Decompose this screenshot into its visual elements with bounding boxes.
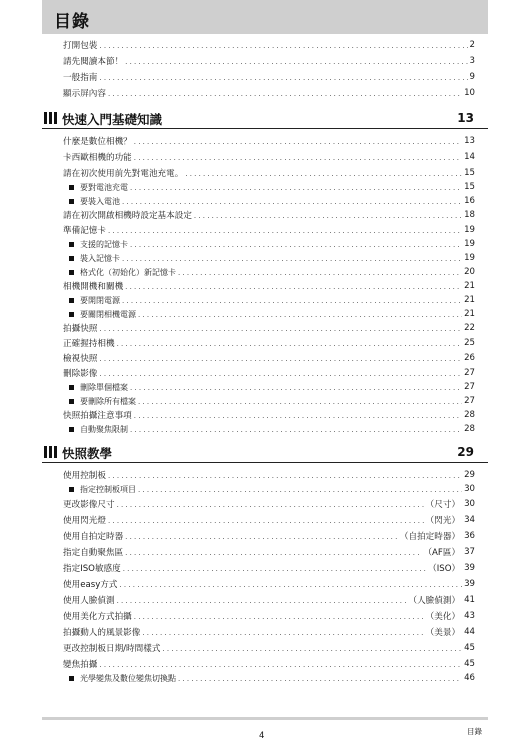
leader-dots	[130, 426, 462, 434]
toc-entry-tag: （美化）	[425, 612, 461, 622]
leader-dots	[120, 581, 463, 589]
leader-dots	[134, 412, 462, 420]
toc-entry[interactable]	[63, 561, 475, 575]
toc-entry-page: 43	[464, 611, 475, 621]
leader-dots	[134, 154, 462, 162]
toc-subentry[interactable]	[63, 671, 475, 685]
leader-dots	[108, 90, 462, 98]
toc-entry[interactable]	[63, 545, 475, 559]
toc-entry[interactable]	[63, 657, 475, 671]
section-page: 13	[457, 111, 474, 125]
toc-entry-label: 刪除影像	[63, 369, 98, 379]
leader-dots	[138, 398, 462, 406]
toc-entry-page: 27	[464, 368, 475, 378]
toc-entry[interactable]	[63, 513, 475, 527]
toc-entry-label: 要刪除所有檔案	[80, 396, 136, 406]
leader-dots	[99, 355, 462, 363]
toc-entry-page: 45	[464, 643, 475, 653]
bullet-icon	[69, 676, 74, 681]
toc-entry-label: 變焦拍攝	[63, 660, 98, 670]
toc-subentry[interactable]	[63, 422, 475, 436]
leader-dots	[117, 501, 424, 509]
toc-entry-label: 拍攝動人的風景影像	[63, 628, 141, 638]
toc-entry-label: 使用easy方式	[63, 580, 118, 590]
toc-entry-label: 要對電池充電	[80, 182, 128, 192]
toc-entry-page: 46	[464, 673, 475, 683]
bullet-icon	[69, 312, 74, 317]
toc-entry[interactable]	[63, 166, 475, 180]
toc-entry-page: 10	[464, 88, 475, 98]
toc-entry[interactable]	[63, 54, 475, 68]
toc-entry[interactable]	[63, 208, 475, 222]
toc-entry-label: 更改影像尺寸	[63, 500, 115, 510]
toc-entry-page: 20	[464, 267, 475, 277]
toc-entry-label: 使用控制板	[63, 471, 106, 481]
toc-entry-label: 指定控制板項目	[80, 484, 136, 494]
leader-dots	[123, 565, 426, 573]
bullet-icon	[69, 242, 74, 247]
bullet-icon	[69, 487, 74, 492]
toc-entry-label: 光學變焦及數位變焦切換點	[80, 673, 176, 683]
toc-entry-label: 指定自動聚焦區	[63, 548, 124, 558]
toc-entry-label: 請在初次開啟相機時設定基本設定	[63, 211, 192, 221]
toc-entry-label: 顯示屏內容	[63, 89, 106, 99]
bullet-icon	[69, 270, 74, 275]
toc-entry-label: 相機開機和關機	[63, 282, 124, 292]
section-header-quick-start[interactable]	[42, 109, 488, 129]
toc-entry-tag: （自拍定時器）	[399, 532, 461, 542]
section-rule	[42, 462, 488, 464]
leader-dots	[108, 472, 462, 480]
toc-entry-page: 27	[464, 382, 475, 392]
leader-dots	[162, 645, 462, 653]
toc-entry-label: 一般指南	[63, 73, 98, 83]
section-marker-icon	[44, 112, 56, 124]
toc-entry-page: 14	[464, 152, 475, 162]
leader-dots	[194, 212, 462, 220]
leader-dots	[130, 241, 462, 249]
toc-entry-label: 支援的記憶卡	[80, 239, 128, 249]
toc-subentry[interactable]	[63, 293, 475, 307]
toc-entry[interactable]	[63, 529, 475, 543]
toc-entry[interactable]	[63, 408, 475, 422]
toc-entry-label: 更改控制板日期/時間樣式	[63, 644, 161, 654]
leader-dots	[125, 533, 398, 541]
leader-dots	[99, 661, 462, 669]
toc-entry[interactable]	[63, 134, 475, 148]
toc-entry-page: 29	[464, 470, 475, 480]
section-header-snapshot-tutorial[interactable]	[42, 443, 488, 463]
toc-entry-label: 什麼是數位相機？	[63, 137, 132, 147]
leader-dots	[134, 613, 424, 621]
toc-entry-label: 正確握持相機	[63, 339, 115, 349]
toc-entry-label: 要開閉電源	[80, 295, 120, 305]
leader-dots	[108, 227, 462, 235]
toc-entry-tag: （人臉偵測）	[408, 596, 461, 606]
toc-entry[interactable]	[63, 641, 475, 655]
toc-entry-label: 要關閉相機電源	[80, 309, 136, 319]
toc-entry-tag: （閃光）	[425, 516, 461, 526]
toc-entry[interactable]	[63, 336, 475, 350]
toc-entry-label: 使用人臉偵測	[63, 596, 115, 606]
leader-dots	[130, 384, 462, 392]
toc-entry-label: 打開包裝	[63, 41, 98, 51]
toc-entry-page: 19	[464, 225, 475, 235]
section-title: 快照教學	[62, 446, 113, 461]
leader-dots	[125, 283, 462, 291]
toc-entry-page: 28	[464, 424, 475, 434]
toc-entry-page: 39	[464, 579, 475, 589]
toc-entry-page: 18	[464, 210, 475, 220]
toc-subentry[interactable]	[63, 180, 475, 194]
toc-entry[interactable]	[63, 70, 475, 84]
toc-entry[interactable]	[63, 321, 475, 335]
toc-entry-page: 21	[464, 309, 475, 319]
toc-entry[interactable]	[63, 497, 475, 511]
toc-entry-label: 請先閱讀本節！	[63, 57, 124, 67]
toc-entry-page: 2	[469, 40, 475, 50]
leader-dots	[134, 138, 462, 146]
toc-entry-tag: （ISO）	[428, 564, 461, 574]
footer-label: 目錄	[467, 727, 482, 736]
leader-dots	[185, 170, 462, 178]
toc-entry-page: 30	[464, 499, 475, 509]
toc-entry-page: 36	[464, 531, 475, 541]
toc-entry-page: 21	[464, 281, 475, 291]
toc-entry-page: 39	[464, 563, 475, 573]
toc-entry[interactable]	[63, 86, 475, 100]
toc-entry-page: 16	[464, 196, 475, 206]
toc-entry-tag: （美景）	[425, 628, 461, 638]
toc-subentry[interactable]	[63, 482, 475, 496]
leader-dots	[125, 58, 467, 66]
toc-entry[interactable]	[63, 38, 475, 52]
toc-entry-label: 裝入記憶卡	[80, 253, 120, 263]
toc-entry-label: 自動聚焦限制	[80, 424, 128, 434]
bullet-icon	[69, 256, 74, 261]
toc-entry-label: 拍攝快照	[63, 324, 98, 334]
leader-dots	[117, 597, 407, 605]
toc-subentry[interactable]	[63, 251, 475, 265]
toc-subentry[interactable]	[63, 394, 475, 408]
leader-dots	[138, 311, 462, 319]
section-rule	[42, 128, 488, 130]
leader-dots	[125, 549, 421, 557]
leader-dots	[130, 184, 462, 192]
toc-entry-label: 使用美化方式拍攝	[63, 612, 132, 622]
toc-entry-page: 28	[464, 410, 475, 420]
toc-entry-page: 45	[464, 659, 475, 669]
bullet-icon	[69, 385, 74, 390]
toc-entry-tag: （尺寸）	[425, 500, 461, 510]
toc-entry[interactable]	[63, 625, 475, 639]
toc-entry-page: 13	[464, 136, 475, 146]
toc-entry-page: 19	[464, 239, 475, 249]
toc-entry-label: 卡西歐相機的功能	[63, 153, 132, 163]
leader-dots	[178, 269, 462, 277]
page-title: 目錄	[54, 12, 90, 32]
toc-entry[interactable]	[63, 150, 475, 164]
toc-entry-label: 使用閃光燈	[63, 516, 106, 526]
toc-entry[interactable]	[63, 223, 475, 237]
toc-entry[interactable]	[63, 609, 475, 623]
toc-entry[interactable]	[63, 468, 475, 482]
bullet-icon	[69, 427, 74, 432]
toc-entry-label: 準備記憶卡	[63, 226, 106, 236]
bullet-icon	[69, 185, 74, 190]
toc-entry[interactable]	[63, 366, 475, 380]
toc-entry-page: 15	[464, 168, 475, 178]
toc-subentry[interactable]	[63, 265, 475, 279]
bullet-icon	[69, 298, 74, 303]
leader-dots	[99, 74, 467, 82]
toc-subentry[interactable]	[63, 237, 475, 251]
leader-dots	[142, 629, 423, 637]
leader-dots	[122, 198, 462, 206]
toc-entry-page: 27	[464, 396, 475, 406]
section-title: 快速入門基礎知識	[62, 112, 163, 127]
toc-entry-page: 3	[469, 56, 475, 66]
section-page: 29	[457, 445, 474, 459]
toc-entry[interactable]	[63, 279, 475, 293]
leader-dots	[117, 340, 462, 348]
toc-entry-label: 檢視快照	[63, 354, 98, 364]
toc-subentry[interactable]	[63, 194, 475, 208]
bullet-icon	[69, 399, 74, 404]
toc-entry-label: 快照拍攝注意事項	[63, 411, 132, 421]
leader-dots	[108, 517, 424, 525]
leader-dots	[122, 297, 462, 305]
toc-entry-page: 44	[464, 627, 475, 637]
toc-subentry[interactable]	[63, 307, 475, 321]
toc-entry-page: 25	[464, 338, 475, 348]
toc-entry-page: 34	[464, 515, 475, 525]
toc-entry[interactable]	[63, 577, 475, 591]
leader-dots	[99, 42, 467, 50]
leader-dots	[122, 255, 462, 263]
toc-entry-page: 9	[469, 72, 475, 82]
leader-dots	[178, 675, 462, 683]
toc-entry[interactable]	[63, 351, 475, 365]
toc-entry-label: 請在初次使用前先對電池充電。	[63, 169, 184, 179]
toc-entry-label: 使用自拍定時器	[63, 532, 124, 542]
section-marker-icon	[44, 446, 56, 458]
toc-entry-page: 21	[464, 295, 475, 305]
toc-entry-page: 22	[464, 323, 475, 333]
toc-entry-label: 格式化（初始化）新記憶卡	[80, 267, 176, 277]
toc-entry-tag: （AF區）	[423, 548, 461, 558]
toc-subentry[interactable]	[63, 380, 475, 394]
toc-entry-label: 要裝入電池	[80, 196, 120, 206]
leader-dots	[99, 325, 462, 333]
toc-entry-label: 指定ISO敏感度	[63, 564, 121, 574]
leader-dots	[138, 486, 462, 494]
toc-entry-page: 15	[464, 182, 475, 192]
toc-entry-page: 26	[464, 353, 475, 363]
footer-rule	[42, 717, 488, 720]
footer-page-number: 4	[259, 731, 265, 741]
toc-entry[interactable]	[63, 593, 475, 607]
toc-entry-label: 刪除單個檔案	[80, 382, 128, 392]
toc-entry-page: 37	[464, 547, 475, 557]
bullet-icon	[69, 199, 74, 204]
toc-entry-page: 30	[464, 484, 475, 494]
toc-entry-page: 19	[464, 253, 475, 263]
toc-entry-page: 41	[464, 595, 475, 605]
leader-dots	[99, 370, 462, 378]
